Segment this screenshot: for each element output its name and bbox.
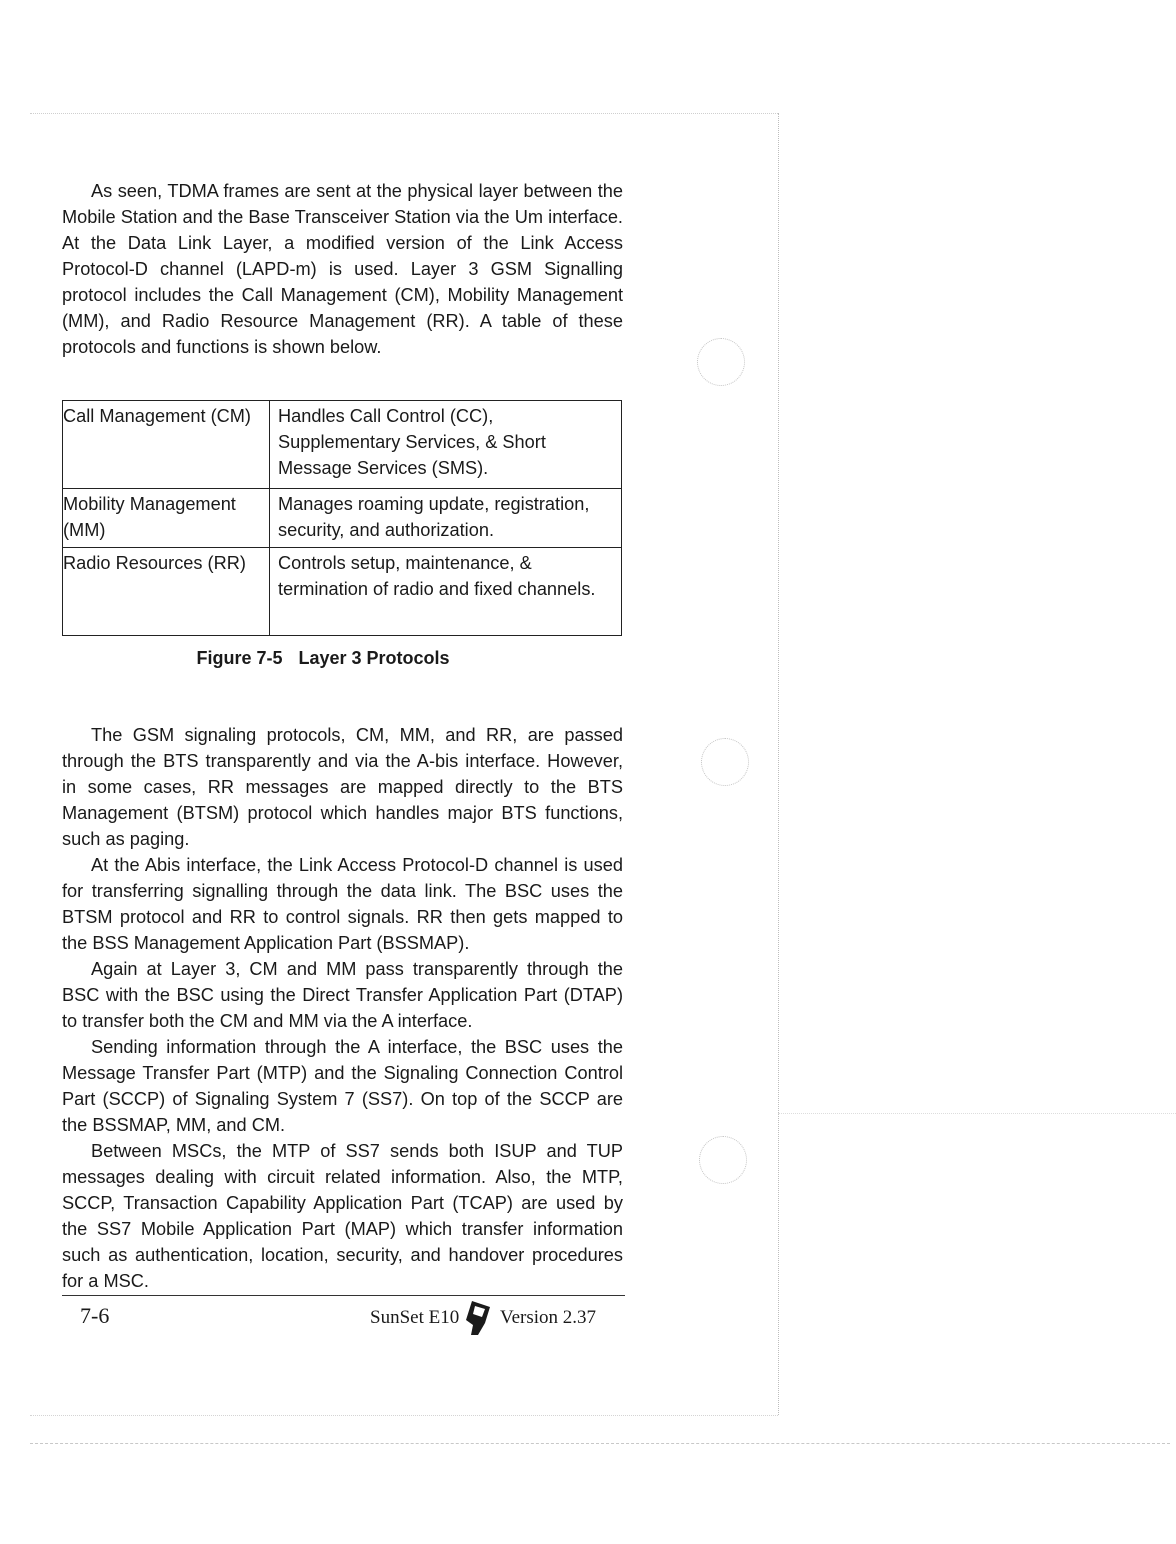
intro-paragraph: As seen, TDMA frames are sent at the physical layer between the Mobile Station and the Base Transceiver Station via the Um interface. At the Data Link Layer, a modified version of the Link Access Protocol-D channel (LAPD-m) is used. Layer 3 GSM Signalling protocol includes the Call Management (CM), Mobility Management (MM), and Radio Resource Management (RR). A table of these protocols and functions is shown below. [62,181,623,357]
protocol-table [62,400,622,636]
page-border-mid [778,1113,1176,1114]
table-row [63,401,622,489]
intro-text [62,178,623,360]
table-row [63,548,622,636]
punch-hole-icon [699,1136,747,1184]
function-cell: Handles Call Control (CC), Supplementary Services, & Short Message Services (SMS). [270,401,622,489]
protocol-cell: Mobility Management (MM) [63,489,270,548]
page-border-top [30,113,778,114]
punch-hole-icon [701,738,749,786]
function-cell: Controls setup, maintenance, & termination of radio and fixed channels. [270,548,622,636]
footer-rule [62,1295,625,1296]
page-border-right [778,113,779,1415]
table-row [63,489,622,548]
page-border-bottom [30,1415,778,1416]
body-paragraph: The GSM signaling protocols, CM, MM, and RR, are passed through the BTS transparently and via the A-bis interface. However, in some cases, RR messages are mapped directly to the BTS Management (BTSM) protocol which handles major BTS functions, such as paging. [62,725,623,849]
figure-caption [62,646,622,670]
punch-hole-icon [697,338,745,386]
body-paragraph: Between MSCs, the MTP of SS7 sends both ISUP and TUP messages dealing with circuit related information. Also, the MTP, SCCP, Transaction Capability Application Part (TCAP) are used by the SS7 Mobile Application Part (MAP) which transfer information such as authentication, location, security, and handover procedures for a MSC. [62,1141,623,1291]
protocol-cell: Radio Resources (RR) [63,548,270,636]
figure-title: Layer 3 Protocols [298,648,450,668]
handset-logo-icon [463,1298,493,1345]
body-text [62,722,623,1294]
protocol-cell: Call Management (CM) [63,401,270,489]
body-paragraph: Again at Layer 3, CM and MM pass transparently through the BSC with the BSC using the Direct Transfer Application Part (DTAP) to transfer both the CM and MM via the A interface. [62,959,623,1031]
footer-product-name: SunSet E10 [370,1307,460,1328]
function-cell: Manages roaming update, registration, security, and authorization. [270,489,622,548]
page-border-bottom-outer [30,1443,1170,1444]
body-paragraph: Sending information through the A interface, the BSC uses the Message Transfer Part (MTP) and the Signaling Connection Control Part (SCCP) of Signaling System 7 (SS7). On top of the SCCP are the BSSMAP, MM, and CM. [62,1037,623,1135]
figure-number: Figure 7-5 [196,648,283,668]
page-number: 7-6 [80,1303,110,1328]
footer-version: Version 2.37 [500,1307,597,1328]
body-paragraph: At the Abis interface, the Link Access Protocol-D channel is used for transferring signalling through the data link. The BSC uses the BTSM protocol and RR to control signals. RR then gets mapped to the BSS Management Application Part (BSSMAP). [62,855,623,953]
